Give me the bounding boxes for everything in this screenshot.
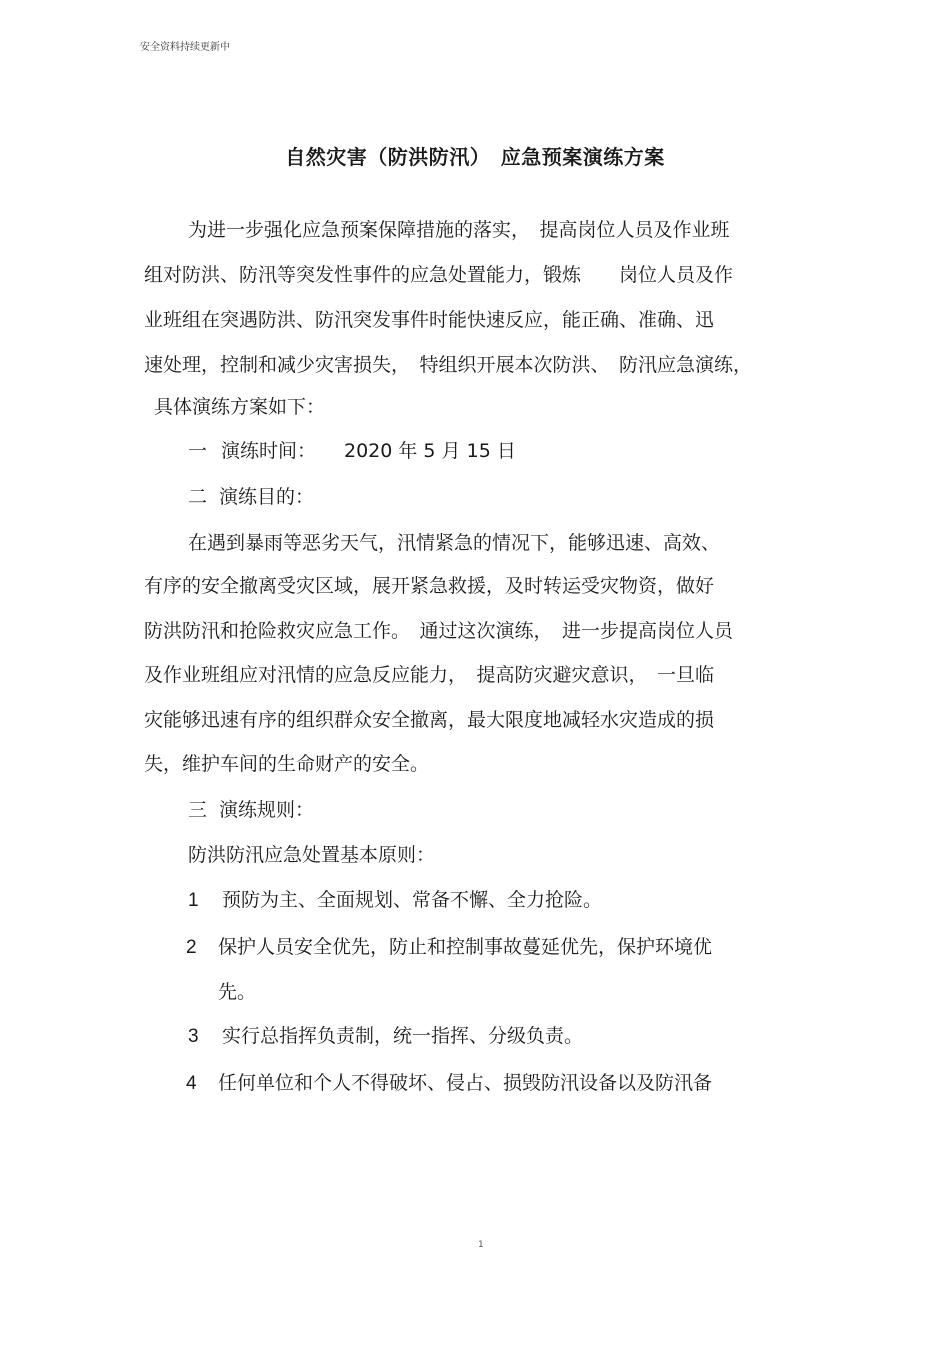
intro-line: 具体演练方案如下： xyxy=(154,396,326,418)
page-number: 1 xyxy=(478,1240,484,1250)
principle-text: 实行总指挥负责制，统一指挥、分级负责。 xyxy=(222,1025,584,1047)
purpose-line: 有序的安全撤离受灾区域，展开紧急救援，及时转运受灾物资，做好 xyxy=(144,575,715,597)
section-2-label: 二 xyxy=(188,486,208,508)
purpose-line: 灾能够迅速有序的组织群众安全撤离，最大限度地减轻水灾造成的损 xyxy=(144,709,715,731)
section-2-heading: 演练目的： xyxy=(219,486,315,508)
principle-number: 4 xyxy=(186,1073,197,1094)
intro-line: 为进一步强化应急预案保障措施的落实， 提高岗位人员及作业班 xyxy=(188,219,730,241)
principle-text: 任何单位和个人不得破坏、侵占、损毁防汛设备以及防汛备 xyxy=(218,1072,713,1094)
principle-text: 预防为主、全面规划、常备不懈、全力抢险。 xyxy=(222,889,603,911)
purpose-line: 防洪防汛和抢险救灾应急工作。 通过这次演练， 进一步提高岗位人员 xyxy=(144,620,734,642)
intro-line: 业班组在突遇防洪、防汛突发事件时能快速反应，能正确、准确、迅 xyxy=(144,309,715,331)
principles-heading: 防洪防汛应急处置基本原则： xyxy=(188,844,436,866)
principle-number: 2 xyxy=(186,937,197,958)
purpose-line: 及作业班组应对汛情的应急反应能力， 提高防灾避灾意识， 一旦临 xyxy=(144,664,715,686)
drill-date: 2020 年 5 月 15 日 xyxy=(344,440,516,462)
purpose-line: 在遇到暴雨等恶劣天气，汛情紧急的情况下，能够迅速、高效、 xyxy=(188,532,721,554)
purpose-line: 失，维护车间的生命财产的安全。 xyxy=(144,753,430,775)
header-note: 安全资料持续更新中 xyxy=(140,42,230,53)
intro-line: 组对防洪、防汛等突发性事件的应急处置能力，锻炼 岗位人员及作 xyxy=(144,264,734,286)
principle-number: 1 xyxy=(188,890,199,911)
section-1-label: 一 xyxy=(188,440,208,462)
principle-text-continued: 先。 xyxy=(218,981,257,1003)
principle-number: 3 xyxy=(188,1026,199,1047)
section-3-heading: 演练规则： xyxy=(219,799,315,821)
section-1-heading: 演练时间： xyxy=(221,440,317,462)
document-title: 自然灾害（防洪防汛） 应急预案演练方案 xyxy=(285,145,665,169)
section-3-label: 三 xyxy=(188,799,208,821)
principle-text: 保护人员安全优先，防止和控制事故蔓延优先，保护环境优 xyxy=(218,936,713,958)
intro-line: 速处理，控制和减少灾害损失， 特组织开展本次防洪、 防汛应急演练， xyxy=(144,354,753,376)
